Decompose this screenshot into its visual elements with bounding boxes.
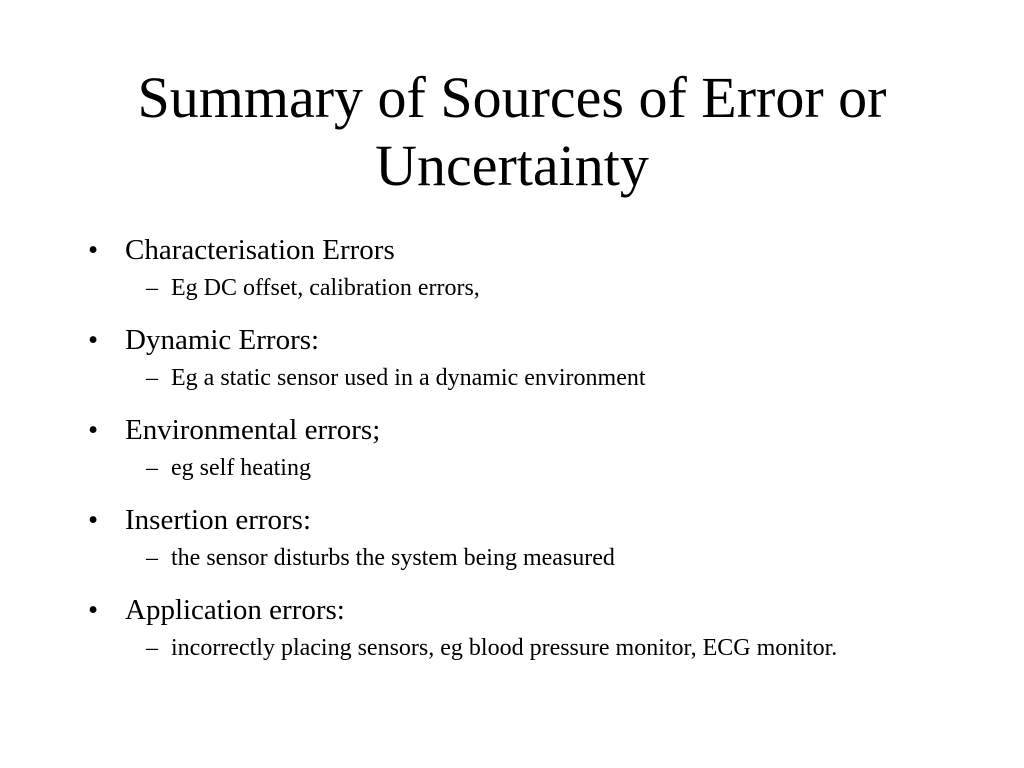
sub-bullet-text: Eg a static sensor used in a dynamic environment [171,365,646,391]
list-item [88,588,968,665]
bullet-text: Environmental errors; [125,414,381,446]
bullet-text: Application errors: [125,594,345,626]
sub-bullet-text: eg self heating [171,455,311,481]
dash-icon: – [146,365,158,391]
list-item [88,408,968,485]
bullet-item [88,498,968,542]
bullet-icon: • [88,504,99,536]
bullet-item [88,228,968,272]
bullet-icon: • [88,324,99,356]
bullet-text: Insertion errors: [125,504,312,536]
bullet-text: Dynamic Errors: [125,324,320,356]
bullet-text: Characterisation Errors [125,234,395,266]
sub-bullet-item [146,362,871,395]
bullet-item [88,588,968,632]
list-item [88,318,968,395]
bullet-icon: • [88,234,99,266]
sub-bullet-text: the sensor disturbs the system being measured [171,545,615,571]
dash-icon: – [146,455,158,481]
dash-icon: – [146,635,158,661]
sub-bullet-item [146,272,871,305]
dash-icon: – [146,275,158,301]
bullet-icon: • [88,414,99,446]
bullet-icon: • [88,594,99,626]
list-item [88,228,968,305]
slide-title: Summary of Sources of Error or Uncertainty [137,65,887,198]
bullet-item [88,408,968,452]
sub-bullet-item [146,452,871,485]
sub-bullet-item [146,632,871,665]
sub-bullet-item [146,542,871,575]
sub-bullet-text: incorrectly placing sensors, eg blood pressure monitor, ECG monitor. [171,635,838,661]
sub-bullet-text: Eg DC offset, calibration errors, [171,275,480,301]
list-item [88,498,968,575]
bullet-item [88,318,968,362]
dash-icon: – [146,545,158,571]
bullet-list [88,228,968,678]
